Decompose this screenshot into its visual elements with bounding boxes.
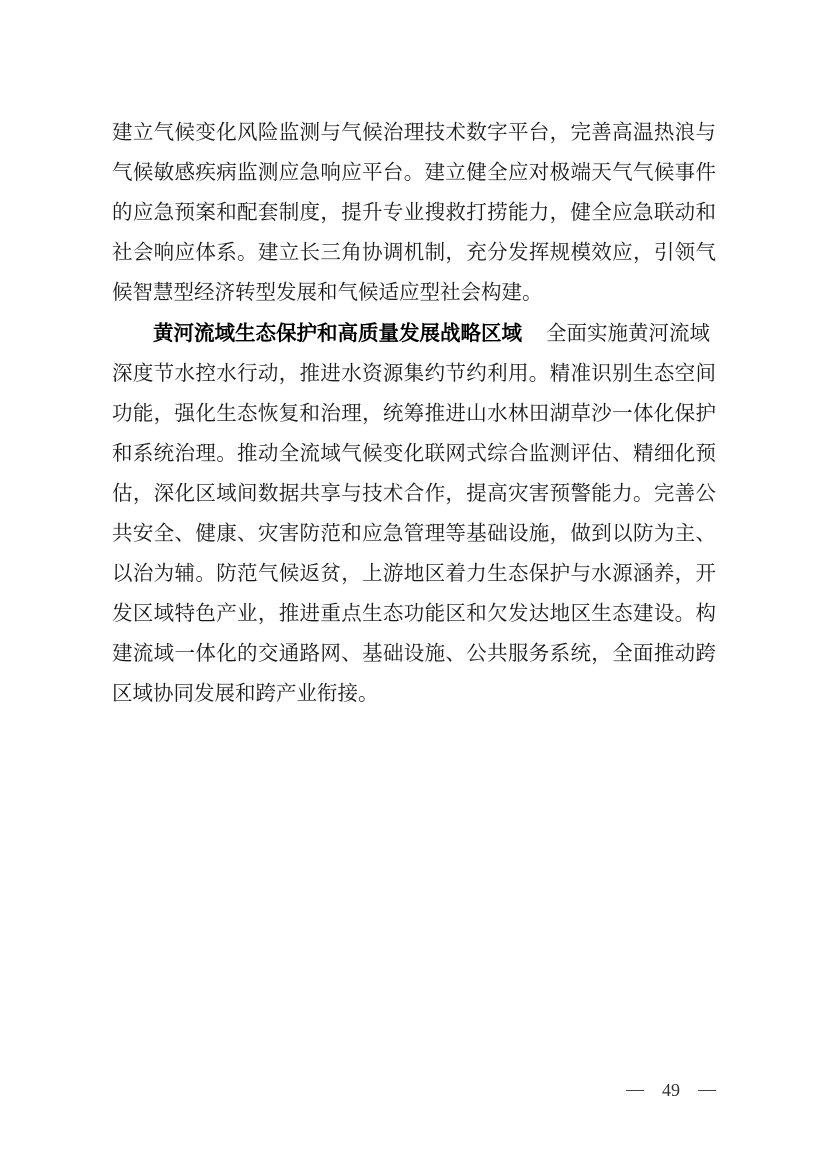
paragraph-line: 建立气候变化风险监测与气候治理技术数字平台，完善高温热浪与 (112, 120, 716, 144)
paragraph-line: 气候敏感疾病监测应急响应平台。建立健全应对极端天气气候事件 (112, 160, 716, 184)
section-heading: 黄河流域生态保护和高质量发展战略区域 (153, 321, 522, 345)
paragraph-line: 社会响应体系。建立长三角协调机制，充分发挥规模效应，引领气 (112, 240, 716, 264)
paragraph-line: 的应急预案和配套制度，提升专业搜救打捞能力，健全应急联动和 (112, 200, 716, 224)
paragraph-line: 建流域一体化的交通路网、基础设施、公共服务系统，全面推动跨 (112, 641, 716, 665)
paragraph-line: 深度节水控水行动，推进水资源集约节约利用。精准识别生态空间 (112, 361, 716, 385)
paragraph-line: 估，深化区域间数据共享与技术合作，提高灾害预警能力。完善公 (112, 481, 716, 505)
paragraph-line-rest: 全面实施黄河流域 (546, 321, 710, 345)
paragraph-first-line (153, 313, 716, 353)
paragraph-line: 候智慧型经济转型发展和气候适应型社会构建。 (112, 280, 543, 304)
paragraph-line: 区域协同发展和跨产业衔接。 (112, 681, 379, 705)
page-footer (626, 1078, 716, 1102)
paragraph-line: 共安全、健康、灾害防范和应急管理等基础设施，做到以防为主、 (112, 521, 716, 545)
footer-dash-right (698, 1090, 716, 1091)
paragraph-line: 发区域特色产业，推进重点生态功能区和欠发达地区生态建设。构 (112, 601, 716, 625)
footer-dash-left (626, 1090, 644, 1091)
paragraph-line: 和系统治理。推动全流域气候变化联网式综合监测评估、精细化预 (112, 441, 716, 465)
paragraph-line: 以治为辅。防范气候返贫，上游地区着力生态保护与水源涵养，开 (112, 561, 716, 585)
paragraph-line: 功能，强化生态恢复和治理，统筹推进山水林田湖草沙一体化保护 (112, 401, 716, 425)
page-number: 49 (662, 1079, 680, 1100)
